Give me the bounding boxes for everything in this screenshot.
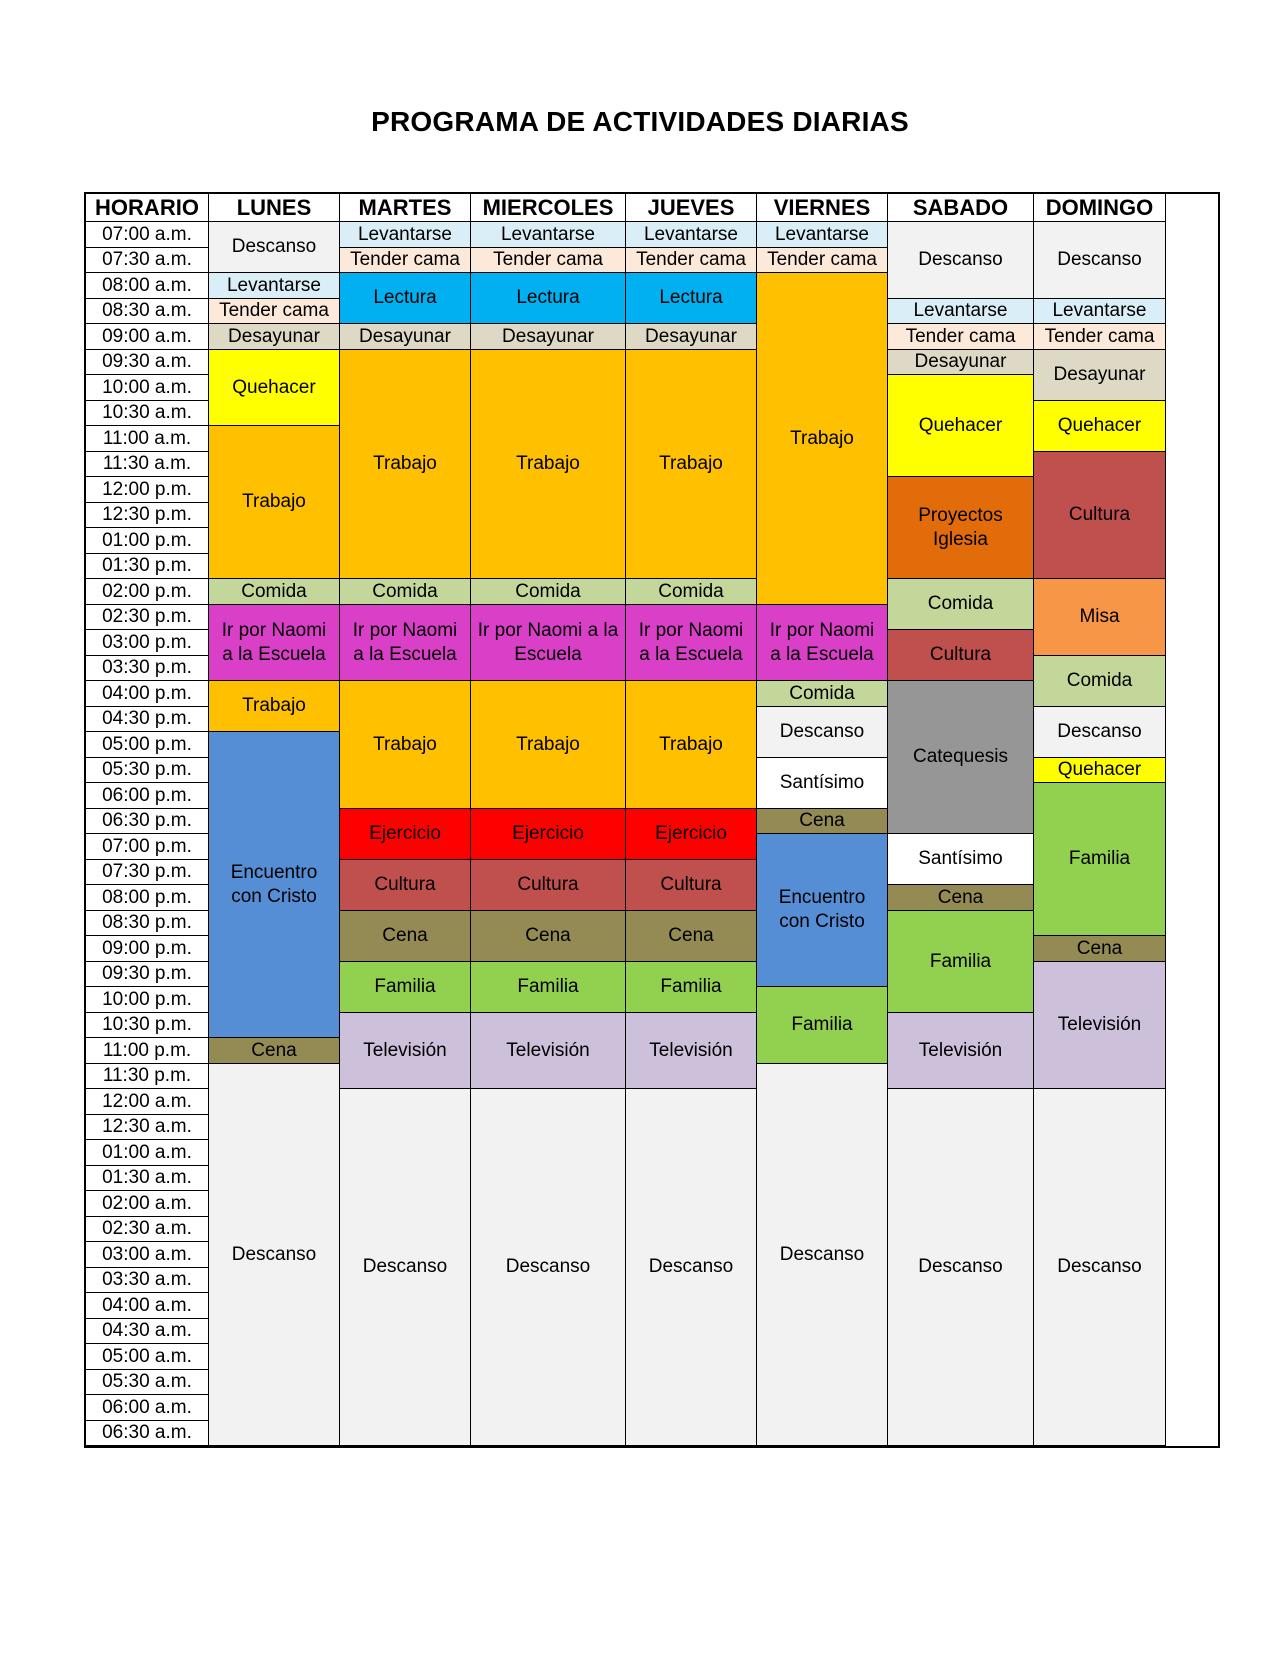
activity-block: Levantarse [757, 222, 888, 248]
activity-block: Ir por Naomi a la Escuela [471, 605, 626, 681]
time-slot: 04:30 a.m. [86, 1319, 209, 1344]
activity-block: Televisión [626, 1013, 757, 1089]
activity-block: Lectura [626, 273, 757, 324]
activity-block: Familia [626, 962, 757, 1013]
time-slot: 10:30 p.m. [86, 1013, 209, 1038]
activity-block: Descanso [471, 1089, 626, 1446]
time-slot: 05:00 p.m. [86, 732, 209, 758]
activity-block: Tender cama [626, 248, 757, 273]
activity-block: Comida [340, 579, 471, 605]
activity-block: Trabajo [471, 350, 626, 579]
activity-block: Trabajo [209, 681, 340, 732]
time-slot: 04:00 p.m. [86, 681, 209, 707]
activity-block: Comida [888, 579, 1034, 630]
column-header: SABADO [888, 194, 1034, 222]
activity-block: Cultura [1034, 452, 1166, 579]
activity-block: Trabajo [626, 681, 757, 809]
activity-block: Cena [1034, 936, 1166, 962]
activity-block: Ejercicio [471, 809, 626, 860]
activity-block: Desayunar [471, 324, 626, 350]
activity-block: Televisión [340, 1013, 471, 1089]
activity-block: Catequesis [888, 681, 1034, 834]
time-slot: 07:30 p.m. [86, 860, 209, 885]
activity-block: Levantarse [471, 222, 626, 248]
time-slot: 12:30 p.m. [86, 503, 209, 528]
time-slot: 02:30 a.m. [86, 1217, 209, 1242]
activity-block: Tender cama [471, 248, 626, 273]
activity-block: Trabajo [626, 350, 757, 579]
time-slot: 05:30 a.m. [86, 1370, 209, 1395]
activity-block: Levantarse [340, 222, 471, 248]
activity-block: Cena [757, 809, 888, 834]
activity-block: Familia [471, 962, 626, 1013]
activity-block: Quehacer [209, 350, 340, 426]
column-header: JUEVES [626, 194, 757, 222]
activity-block: Levantarse [1034, 299, 1166, 324]
activity-block: Desayunar [888, 350, 1034, 375]
activity-block: Ir por Naomi a la Escuela [757, 605, 888, 681]
time-slot: 01:00 p.m. [86, 528, 209, 554]
column-header: MARTES [340, 194, 471, 222]
activity-block: Familia [340, 962, 471, 1013]
time-slot: 02:30 p.m. [86, 605, 209, 630]
activity-block: Comida [471, 579, 626, 605]
activity-block: Televisión [888, 1013, 1034, 1089]
activity-block: Televisión [1034, 962, 1166, 1089]
activity-block: Descanso [757, 1064, 888, 1446]
activity-block: Trabajo [340, 681, 471, 809]
activity-block: Quehacer [1034, 758, 1166, 783]
activity-block: Cena [340, 911, 471, 962]
time-slot: 11:30 p.m. [86, 1064, 209, 1089]
time-slot: 03:00 a.m. [86, 1242, 209, 1268]
activity-block: Trabajo [340, 350, 471, 579]
time-slot: 10:00 p.m. [86, 987, 209, 1013]
time-slot: 08:30 p.m. [86, 911, 209, 936]
time-slot: 04:30 p.m. [86, 707, 209, 732]
activity-block: Encuentro con Cristo [209, 732, 340, 1038]
activity-block: Tender cama [1034, 324, 1166, 350]
activity-block: Descanso [340, 1089, 471, 1446]
activity-block: Ejercicio [340, 809, 471, 860]
activity-block: Descanso [209, 1064, 340, 1446]
activity-block: Cultura [626, 860, 757, 911]
time-slot: 06:00 p.m. [86, 783, 209, 809]
time-slot: 03:30 p.m. [86, 656, 209, 681]
activity-block: Tender cama [757, 248, 888, 273]
time-slot: 07:00 a.m. [86, 222, 209, 248]
activity-block: Lectura [471, 273, 626, 324]
activity-block: Misa [1034, 579, 1166, 656]
time-slot: 08:00 a.m. [86, 273, 209, 299]
time-slot: 01:30 a.m. [86, 1166, 209, 1191]
activity-block: Desayunar [209, 324, 340, 350]
activity-block: Comida [757, 681, 888, 707]
page-title: PROGRAMA DE ACTIVIDADES DIARIAS [371, 106, 909, 137]
time-slot: 09:00 p.m. [86, 936, 209, 962]
time-slot: 07:00 p.m. [86, 834, 209, 860]
activity-block: Descanso [1034, 1089, 1166, 1446]
activity-block: Descanso [757, 707, 888, 758]
column-header: MIERCOLES [471, 194, 626, 222]
column-header: LUNES [209, 194, 340, 222]
time-slot: 12:00 a.m. [86, 1089, 209, 1115]
column-header: DOMINGO [1034, 194, 1166, 222]
activity-block: Levantarse [209, 273, 340, 299]
activity-block: Cena [471, 911, 626, 962]
time-slot: 06:00 a.m. [86, 1395, 209, 1421]
time-slot: 06:30 a.m. [86, 1421, 209, 1446]
activity-block: Tender cama [209, 299, 340, 324]
activity-block: Santísimo [888, 834, 1034, 885]
activity-block: Ejercicio [626, 809, 757, 860]
activity-block: Lectura [340, 273, 471, 324]
activity-block: Trabajo [209, 426, 340, 579]
activity-block: Santísimo [757, 758, 888, 809]
activity-block: Ir por Naomi a la Escuela [626, 605, 757, 681]
schedule-table [84, 192, 1220, 1448]
column-header: VIERNES [757, 194, 888, 222]
activity-block: Comida [209, 579, 340, 605]
activity-block: Familia [757, 987, 888, 1064]
activity-block: Cultura [471, 860, 626, 911]
time-slot: 12:30 a.m. [86, 1115, 209, 1140]
activity-block: Levantarse [626, 222, 757, 248]
time-slot: 01:00 a.m. [86, 1140, 209, 1166]
activity-block: Cena [888, 885, 1034, 911]
activity-block: Descanso [209, 222, 340, 273]
activity-block: Tender cama [340, 248, 471, 273]
activity-block: Desayunar [626, 324, 757, 350]
time-slot: 11:00 a.m. [86, 426, 209, 452]
time-slot: 05:00 a.m. [86, 1344, 209, 1370]
time-slot: 09:30 p.m. [86, 962, 209, 987]
activity-block: Descanso [1034, 707, 1166, 758]
time-slot: 09:00 a.m. [86, 324, 209, 350]
activity-block: Trabajo [471, 681, 626, 809]
time-slot: 03:30 a.m. [86, 1268, 209, 1293]
time-slot: 06:30 p.m. [86, 809, 209, 834]
activity-block: Comida [626, 579, 757, 605]
time-slot: 08:00 p.m. [86, 885, 209, 911]
activity-block: Levantarse [888, 299, 1034, 324]
activity-block: Cena [209, 1038, 340, 1064]
time-slot: 05:30 p.m. [86, 758, 209, 783]
activity-block: Cultura [340, 860, 471, 911]
activity-block: Quehacer [888, 375, 1034, 477]
column-header: HORARIO [86, 194, 209, 222]
time-slot: 04:00 a.m. [86, 1293, 209, 1319]
time-slot: 11:00 p.m. [86, 1038, 209, 1064]
activity-block: Cultura [888, 630, 1034, 681]
activity-block: Desayunar [1034, 350, 1166, 401]
time-slot: 01:30 p.m. [86, 554, 209, 579]
time-slot: 11:30 a.m. [86, 452, 209, 477]
time-slot: 09:30 a.m. [86, 350, 209, 375]
activity-block: Tender cama [888, 324, 1034, 350]
activity-block: Quehacer [1034, 401, 1166, 452]
activity-block: Proyectos Iglesia [888, 477, 1034, 579]
time-slot: 10:00 a.m. [86, 375, 209, 401]
activity-block: Desayunar [340, 324, 471, 350]
time-slot: 10:30 a.m. [86, 401, 209, 426]
activity-block: Cena [626, 911, 757, 962]
activity-block: Ir por Naomi a la Escuela [340, 605, 471, 681]
activity-block: Familia [1034, 783, 1166, 936]
time-slot: 07:30 a.m. [86, 248, 209, 273]
time-slot: 08:30 a.m. [86, 299, 209, 324]
time-slot: 02:00 p.m. [86, 579, 209, 605]
activity-block: Descanso [1034, 222, 1166, 299]
time-slot: 02:00 a.m. [86, 1191, 209, 1217]
time-slot: 03:00 p.m. [86, 630, 209, 656]
activity-block: Familia [888, 911, 1034, 1013]
activity-block: Ir por Naomi a la Escuela [209, 605, 340, 681]
activity-block: Descanso [888, 1089, 1034, 1446]
activity-block: Comida [1034, 656, 1166, 707]
activity-block: Descanso [888, 222, 1034, 299]
activity-block: Televisión [471, 1013, 626, 1089]
activity-block: Descanso [626, 1089, 757, 1446]
activity-block: Encuentro con Cristo [757, 834, 888, 987]
time-slot: 12:00 p.m. [86, 477, 209, 503]
activity-block: Trabajo [757, 273, 888, 605]
